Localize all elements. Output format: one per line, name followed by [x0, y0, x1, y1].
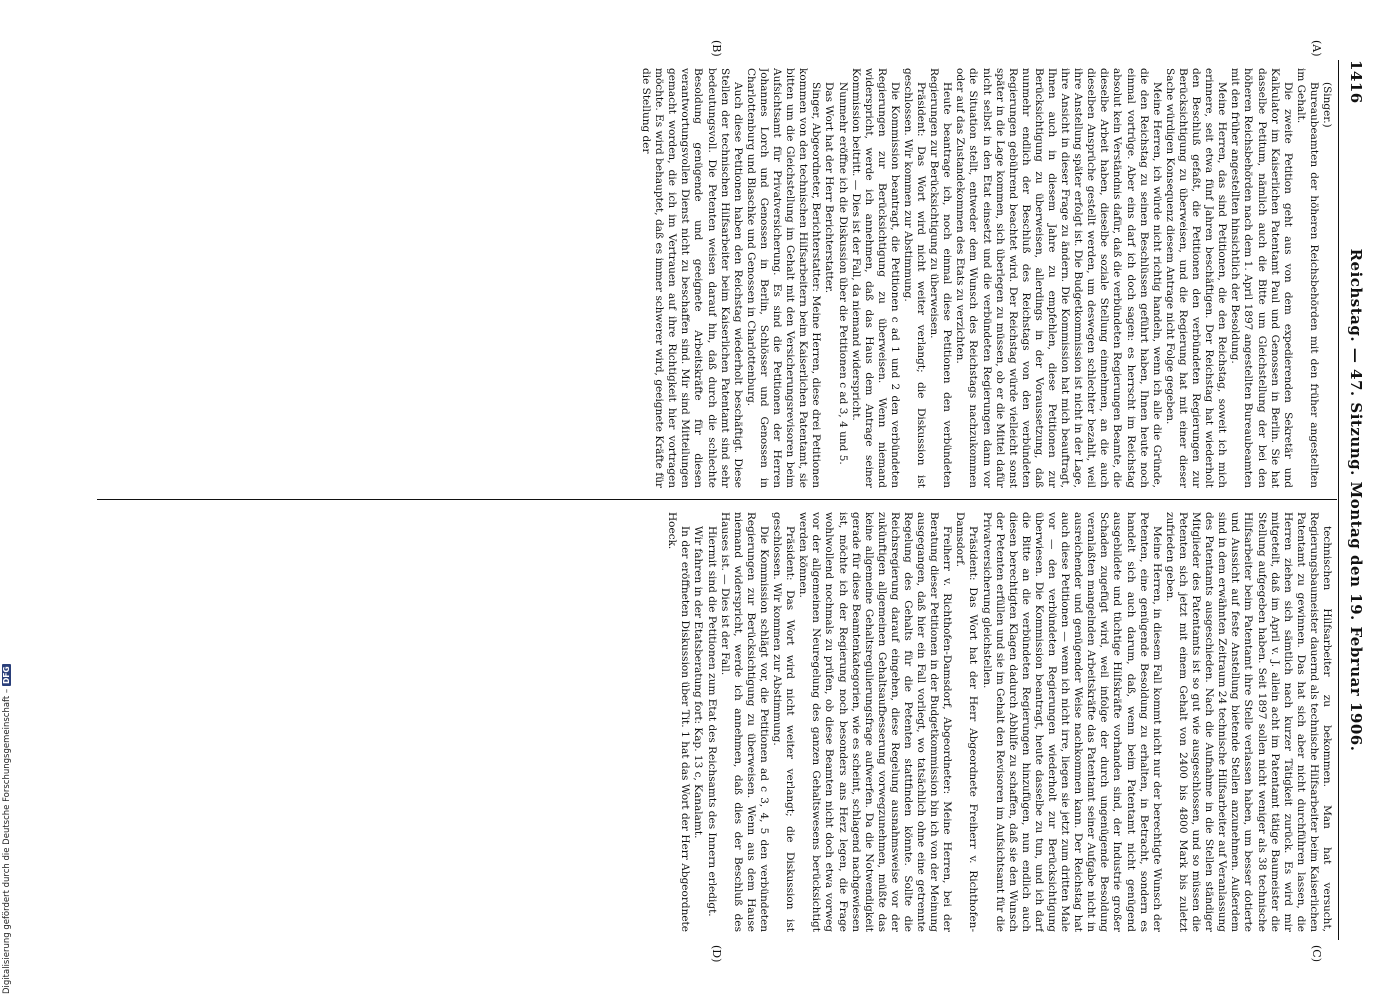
paragraph: Die Kommission schlägt vor, die Petitionen ad c 3, 4, 5 den verbündeten Regierungen zur Berücksichtigung zu überweisen. Wenn aus dem Hause niemand widerspricht, werde ich annehmen, daß dies der Beschluß des Hauses ist. — Dies ist der Fall.: [718, 512, 770, 932]
paragraph: Meine Herren, in diesem Fall kommt nicht nur der berechtigte Wunsch der Petenten, eine genügende Besoldung zu erhalten, in Betracht, sondern es handelt sich auch darum, daß, wenn beim Patentamt nicht genügend ausgebildete und tüchtige Hilfskräfte vorhanden sind, der Industrie großer Schaden zugefügt wird, weil infolge der durch ungenügende Besoldung veranlaßten mangelnden Arbeitskräfte das Patentamt seiner Aufgabe nicht in ausreichender und genügender Weise nachkommen kann. Der Reichstag hat auch diese Petitionen — wenn ich nicht irre, liegen sie jetzt zum dritten Male vor — den verbündeten Regierungen wiederholt zur Berücksichtigung überwiesen. Die Kommission beantragt, heute dasselbe zu tun, und ich darf die Bitte an die verbündeten Regierungen hinzufügen, nun endlich auch diesen berechtigten Klagen dadurch Abhilfe zu schaffen, daß sie den Wunsch der Petenten erfüllen und sie im Gehalt den Revisoren im Aufsichtsamt für die Privatversicherung gleichstellen.: [980, 512, 1163, 932]
paragraph: Präsident: Das Wort wird nicht weiter verlangt; die Diskussion ist geschlossen. Wir kommen zur Abstimmung.: [902, 68, 928, 488]
margin-mark-c: (C): [1310, 945, 1323, 962]
paragraph: Auch diese Petitionen haben den Reichstag wiederholt beschäftigt. Diese Stellen der technischen Hilfsarbeiter beim Kaiserlichen Patentamt sind sehr bedeutungsvoll. Die Petenten weisen darauf hin, daß durch die schlechte Besoldung genügende und geeignete Arbeitskräfte für diesen verantwortungsvollen Dienst nicht zu beschaffen sind. Mir sind Mitteilungen gemacht worden, die ich im Vertrauen auf ihre Richtigkeit hier vortragen möchte. Es wird behauptet, daß es immer schwerer wird, geeignete Kräfte für die Stellung der: [640, 68, 744, 488]
footer-credit: Digitalisierung gefördert durch die Deutsche Forschungsgemeinschaft –: [2, 688, 12, 994]
page-number: 1416: [1347, 60, 1365, 104]
paragraph: Das Wort hat der Herr Berichterstatter.: [823, 82, 836, 294]
paragraph: Meine Herren, ich würde nicht richtig handeln, wenn ich alle die Gründe, die den Reichstag zu seinen Beschlüssen geführt haben, Ihnen heute noch einmal vortrüge. Aber eins darf ich doch sagen: es herrscht im Reichstag absolut kein Verständnis dafür, daß die verbündeten Regierungen Beamte, die dieselbe Arbeit haben, dieselbe soziale Stellung einnehmen, an die auch dieselben Ansprüche gestellt werden, um deswegen schlechter bezahlt, weil ihre Anstellung später erfolgt ist. Die Budgetkommission ist nicht in der Lage, ihre Ansicht in dieser Frage zu ändern. Die Kommission hat mich beauftragt, Ihnen auch in diesem Jahre zu empfehlen, diese Petitionen zur Berücksichtigung zu überweisen, allerdings in der Voraussetzung, daß nunmehr endlich der Beschluß des Reichstags von den verbündeten Regierungen gebührend beachtet wird. Der Reichstag würde vielleicht sonst später in die Lage kommen, sich überlegen zu müssen, ob er die Mittel dafür nicht selbst in den Etat einsetzt und die verbündeten Regierungen dann vor die Situation stellt, entweder dem Wunsch des Reichstags nachzukommen oder auf das Zustandekommen des Etats zu verzichten.: [954, 68, 1163, 488]
footer: [2, 594, 14, 994]
page-title: Reichstag. — 47. Sitzung. Montag den 19. Februar 1906.: [1347, 248, 1365, 752]
paragraph: Wir fahren in der Etatsberatung fort: Kap. 13 c, Kanalamt.: [692, 526, 705, 839]
paragraph: Hiermit sind die Petitionen zum Etat des Reichsamts des Innern erledigt.: [705, 526, 718, 917]
paragraph: Bureaubeamten der höheren Reichsbehörden mit den früher angestellten im Gehalt.: [1294, 68, 1320, 488]
margin-mark-a: (A): [1310, 40, 1323, 57]
paragraph: Nunmehr eröffne ich die Diskussion über die Petitionen c ad 3, 4 und 5.: [836, 82, 849, 465]
right-column: [103, 512, 1333, 932]
margin-mark-b: (B): [710, 40, 723, 57]
margin-mark-d: (D): [710, 945, 723, 963]
paragraph: Meine Herren, das sind Petitionen, die den Reichstag, soweit ich mich erinnere, seit etwa fünf Jahren beschäftigen. Der Reichstag hat wiederholt den Beschluß gefaßt, die Petitionen den verbündeten Regierungen zur Berücksichtigung zu überweisen, und die Regierung hat mit einer dieser Sache würdigen Konsequenz diesem Antrage nicht Folge gegeben.: [1163, 68, 1229, 488]
dfg-logo: DFG: [2, 666, 11, 684]
column-divider: [97, 499, 1337, 500]
paragraph: Die Kommission beantragt, die Petitionen c ad 1 und 2 den verbündeten Regierungen zur Berücksichtigung zu überweisen. Wenn niemand widerspricht, werde ich annehmen, daß das Haus dem Antrage seiner Kommission beitritt. — Dies ist der Fall, da niemand widerspricht.: [849, 68, 901, 488]
footer-text: [2, 664, 12, 994]
paragraph: Präsident: Das Wort hat der Herr Abgeordnete Freiherr v. Richthofen-Damsdorf.: [954, 512, 980, 932]
paragraph: In der eröffneten Diskussion über Tit. 1 hat das Wort der Herr Abgeordnete Hoeck.: [666, 512, 692, 932]
paragraph: technischen Hilfsarbeiter zu bekommen. Man hat versucht, Regierungsbaumeister dauernd als technische Hilfsarbeiter beim Kaiserlichen Patentamt zu gewinnen. Das hat sich aber nicht durchführen lassen, die Herren ziehen sich sämtlich nach kurzer Tätigkeit zurück. Es wird mir mitgeteilt, daß im April v. J. allein acht im Patentamt tätige Baumeister die Stellung aufgegeben haben. Seit 1897 sollen nicht weniger als 38 technische Hilfsarbeiter beim Patentamt ihre Stelle verlassen haben, um besser dotierte und Aussicht auf feste Anstellung bietende Stellen anzunehmen. Außerdem sind in dem erwähnten Zeitraum 24 technische Hilfsarbeiter auf Veranlassung des Patentamts ausgeschieden. Nach die Aufnahme in die Stellen ständiger Mitglieder des Patentamts ist so gut wie ausgeschlossen, und so müssen die Petenten sich jetzt mit einem Gehalt von 2400 bis 4800 Mark bis zuletzt zufrieden geben.: [1163, 512, 1333, 932]
page-header: [1341, 60, 1365, 940]
header-rule: [1338, 60, 1339, 940]
paragraph: Freiherr v. Richthofen-Damsdorf, Abgeordneter: Meine Herren, bei der Beratung dieser Petitionen in der Budgetkommission bin ich von der Meinung ausgegangen, daß hier ein Fall vorliegt, wo tatsächlich ohne eine getrennte Regelung des Gehalts für die Petenten stattfinden könnte. Sollte die Reichsregierung darauf eingehen, diese Regelung ausnahmsweise vor der zukünftigen allgemeinen Gehaltsaufbesserung vorwegzunehmen, müßte das keine allgemeine Gehaltsregulierungsfrage aufwerfen. Da die Notwendigkeit gerade für diese Beamtenkategorien, wie es scheint, schlagend nachgewiesen ist, möchte ich der Regierung noch besonders ans Herz legen, die Frage wohlwollend nochmals zu prüfen, ob diese Beamten nicht doch etwa vorweg vor der allgemeinen Neuregelung des ganzen Gehaltswesens berücksichtigt werden können.: [797, 512, 954, 932]
paragraph: (Singer.): [1321, 82, 1333, 128]
paragraph: Singer, Abgeordneter, Berichterstatter: Meine Herren, diese drei Petitionen kommen von den technischen Hilfsarbeitern beim Kaiserlichen Patentamt, sie bitten um die Gleichstellung im Gehalt mit den Versicherungsrevisoren beim Aufsichtsamt für Privatversicherung. Es sind die Petitionen der Herren Johannes Lorch und Genossen in Berlin, Schlösser und Genossen in Charlottenburg und Blaschke und Genossen in Charlottenburg.: [744, 68, 823, 488]
paragraph: Die zweite Petition geht aus von dem expedierenden Sekretär und Kalkulator im Kaiserlichen Patentamt Paul und Genossen in Berlin. Sie hat dasselbe Petitum, nämlich auch die Bitte um Gleichstellung der bei den höheren Reichsbehörden nach dem 1. April 1897 angestellten Bureaubeamten mit den früher angestellten hinsichtlich der Besoldung.: [1229, 68, 1294, 488]
paragraph: Präsident: Das Wort wird nicht weiter verlangt; die Diskussion ist geschlossen. Wir kommen zur Abstimmung.: [771, 512, 797, 932]
left-column: [103, 68, 1333, 488]
paragraph: Heute beantrage ich, noch einmal diese Petitionen den verbündeten Regierungen zur Berücksichtigung zu überweisen.: [928, 68, 954, 488]
